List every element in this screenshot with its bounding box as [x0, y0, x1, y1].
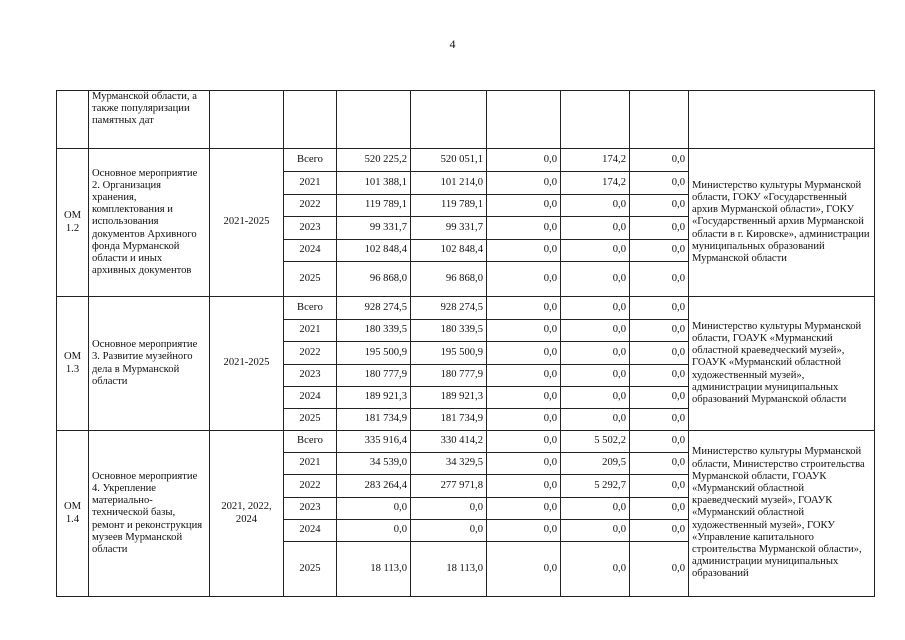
amount-cell-v4: 174,2 [561, 172, 630, 195]
amount-cell-v2: 180 339,5 [411, 320, 487, 342]
implementation-years-cell: 2021-2025 [210, 297, 284, 431]
amount-cell-v4: 0,0 [561, 542, 630, 597]
amount-cell-v4: 209,5 [561, 453, 630, 475]
amount-cell-v2: 99 331,7 [411, 217, 487, 240]
amount-cell-v2: 34 329,5 [411, 453, 487, 475]
amount-cell-v3: 0,0 [487, 342, 561, 365]
year-cell: Всего [284, 149, 337, 172]
table-body [57, 91, 875, 597]
code-cell [57, 91, 89, 149]
amount-cell-v1: 180 339,5 [337, 320, 411, 342]
amount-cell-v1: 119 789,1 [337, 195, 411, 217]
amount-cell-v3: 0,0 [487, 409, 561, 431]
amount-cell-v5: 0,0 [630, 431, 689, 453]
amount-cell-v3: 0,0 [487, 453, 561, 475]
amount-cell-v2: 180 777,9 [411, 365, 487, 387]
activity-name-cell: Основное мероприятие 3. Развитие музейного дела в Мурманской области [89, 297, 210, 431]
year-cell: 2024 [284, 520, 337, 542]
page-number: 4 [449, 37, 456, 51]
amount-cell-v3: 0,0 [487, 475, 561, 498]
amount-cell-v4: 0,0 [561, 409, 630, 431]
activity-name-cell: Мурманской области, а также популяризации памятных дат [89, 91, 210, 149]
amount-cell-v1: 99 331,7 [337, 217, 411, 240]
amount-cell-v3: 0,0 [487, 149, 561, 172]
amount-cell-v5: 0,0 [630, 262, 689, 297]
amount-cell-v3: 0,0 [487, 431, 561, 453]
year-cell: 2023 [284, 498, 337, 520]
amount-cell-v1: 335 916,4 [337, 431, 411, 453]
year-cell: 2022 [284, 475, 337, 498]
amount-cell-v3: 0,0 [487, 520, 561, 542]
amount-cell-v1: 195 500,9 [337, 342, 411, 365]
amount-cell-v5: 0,0 [630, 172, 689, 195]
year-cell: 2021 [284, 453, 337, 475]
amount-cell-v5: 0,0 [630, 342, 689, 365]
amount-cell-v1: 928 274,5 [337, 297, 411, 320]
amount-cell-v3: 0,0 [487, 542, 561, 597]
activity-name-cell: Основное мероприятие 2. Организация хранения, комплектования и использования документов Архивного фонда Мурманской области и иных архивных документов [89, 149, 210, 297]
amount-cell-v5: 0,0 [630, 297, 689, 320]
program-code-cell: ОМ 1.3 [57, 297, 89, 431]
amount-cell-v1: 283 264,4 [337, 475, 411, 498]
program-code-cell: ОМ 1.2 [57, 149, 89, 297]
year-cell: 2021 [284, 320, 337, 342]
empty-cell [487, 91, 561, 149]
responsible-organizations-cell: Министерство культуры Мурманской области, Министерство строительства Мурманской области, ГОАУК «Мурманский областной краеведческий музей», ГОАУК «Мурманский областной художественный музей», ГОКУ «Управление капитального строительства Мурманской области», администрации муниципальных образований [689, 431, 875, 597]
amount-cell-v3: 0,0 [487, 498, 561, 520]
activity-name-cell: Основное мероприятие 4. Укрепление материально-технической базы, ремонт и реконструкция музеев Мурманской области [89, 431, 210, 597]
year-cell: 2025 [284, 262, 337, 297]
amount-cell-v2: 18 113,0 [411, 542, 487, 597]
amount-cell-v1: 520 225,2 [337, 149, 411, 172]
year-cell: 2022 [284, 342, 337, 365]
empty-cell [337, 91, 411, 149]
amount-cell-v1: 189 921,3 [337, 387, 411, 409]
table-row [57, 297, 875, 320]
amount-cell-v2: 520 051,1 [411, 149, 487, 172]
amount-cell-v5: 0,0 [630, 453, 689, 475]
amount-cell-v5: 0,0 [630, 475, 689, 498]
year-cell: 2025 [284, 542, 337, 597]
amount-cell-v1: 180 777,9 [337, 365, 411, 387]
amount-cell-v2: 277 971,8 [411, 475, 487, 498]
amount-cell-v1: 96 868,0 [337, 262, 411, 297]
amount-cell-v3: 0,0 [487, 172, 561, 195]
empty-cell [284, 91, 337, 149]
year-cell: Всего [284, 431, 337, 453]
amount-cell-v3: 0,0 [487, 217, 561, 240]
amount-cell-v3: 0,0 [487, 297, 561, 320]
amount-cell-v3: 0,0 [487, 195, 561, 217]
amount-cell-v4: 0,0 [561, 297, 630, 320]
amount-cell-v4: 5 292,7 [561, 475, 630, 498]
amount-cell-v2: 189 921,3 [411, 387, 487, 409]
amount-cell-v4: 0,0 [561, 365, 630, 387]
year-cell: 2024 [284, 240, 337, 262]
amount-cell-v5: 0,0 [630, 520, 689, 542]
table-row [57, 91, 875, 149]
year-cell: 2025 [284, 409, 337, 431]
amount-cell-v1: 102 848,4 [337, 240, 411, 262]
amount-cell-v5: 0,0 [630, 217, 689, 240]
amount-cell-v4: 0,0 [561, 195, 630, 217]
implementation-years-cell: 2021-2025 [210, 149, 284, 297]
implementation-years-cell: 2021, 2022, 2024 [210, 431, 284, 597]
table-row [57, 149, 875, 172]
table-row [57, 431, 875, 453]
amount-cell-v2: 101 214,0 [411, 172, 487, 195]
year-cell: 2024 [284, 387, 337, 409]
amount-cell-v5: 0,0 [630, 387, 689, 409]
amount-cell-v2: 0,0 [411, 520, 487, 542]
amount-cell-v1: 0,0 [337, 498, 411, 520]
amount-cell-v5: 0,0 [630, 365, 689, 387]
empty-cell [411, 91, 487, 149]
amount-cell-v1: 101 388,1 [337, 172, 411, 195]
year-cell: 2023 [284, 365, 337, 387]
amount-cell-v1: 181 734,9 [337, 409, 411, 431]
empty-cell [561, 91, 630, 149]
program-code-cell: ОМ 1.4 [57, 431, 89, 597]
responsible-organizations-cell: Министерство культуры Мурманской области, ГОАУК «Мурманский областной краеведческий музей», ГОАУК «Мурманский областной художественный музей», администрации муниципальных образований Мурманской области [689, 297, 875, 431]
year-cell: 2022 [284, 195, 337, 217]
amount-cell-v2: 119 789,1 [411, 195, 487, 217]
amount-cell-v5: 0,0 [630, 542, 689, 597]
amount-cell-v5: 0,0 [630, 240, 689, 262]
amount-cell-v4: 0,0 [561, 217, 630, 240]
amount-cell-v1: 34 539,0 [337, 453, 411, 475]
amount-cell-v2: 96 868,0 [411, 262, 487, 297]
amount-cell-v5: 0,0 [630, 149, 689, 172]
amount-cell-v4: 5 502,2 [561, 431, 630, 453]
amount-cell-v5: 0,0 [630, 498, 689, 520]
amount-cell-v4: 174,2 [561, 149, 630, 172]
amount-cell-v2: 928 274,5 [411, 297, 487, 320]
empty-cell [689, 91, 875, 149]
responsible-organizations-cell: Министерство культуры Мурманской области, ГОКУ «Государственный архив Мурманской области», ГОКУ «Государственный архив Мурманской области в г. Кировске», администрации муниципальных образований Мурманской области [689, 149, 875, 297]
amount-cell-v3: 0,0 [487, 240, 561, 262]
amount-cell-v4: 0,0 [561, 520, 630, 542]
amount-cell-v3: 0,0 [487, 387, 561, 409]
amount-cell-v5: 0,0 [630, 409, 689, 431]
amount-cell-v5: 0,0 [630, 195, 689, 217]
amount-cell-v3: 0,0 [487, 320, 561, 342]
amount-cell-v4: 0,0 [561, 262, 630, 297]
amount-cell-v4: 0,0 [561, 498, 630, 520]
amount-cell-v2: 0,0 [411, 498, 487, 520]
amount-cell-v3: 0,0 [487, 365, 561, 387]
amount-cell-v2: 195 500,9 [411, 342, 487, 365]
year-cell: 2023 [284, 217, 337, 240]
amount-cell-v1: 0,0 [337, 520, 411, 542]
budget-table [56, 90, 875, 597]
amount-cell-v4: 0,0 [561, 240, 630, 262]
amount-cell-v4: 0,0 [561, 387, 630, 409]
amount-cell-v1: 18 113,0 [337, 542, 411, 597]
amount-cell-v2: 181 734,9 [411, 409, 487, 431]
amount-cell-v2: 102 848,4 [411, 240, 487, 262]
year-cell: 2021 [284, 172, 337, 195]
amount-cell-v4: 0,0 [561, 342, 630, 365]
amount-cell-v4: 0,0 [561, 320, 630, 342]
amount-cell-v3: 0,0 [487, 262, 561, 297]
amount-cell-v5: 0,0 [630, 320, 689, 342]
year-cell: Всего [284, 297, 337, 320]
empty-cell [630, 91, 689, 149]
amount-cell-v2: 330 414,2 [411, 431, 487, 453]
empty-cell [210, 91, 284, 149]
